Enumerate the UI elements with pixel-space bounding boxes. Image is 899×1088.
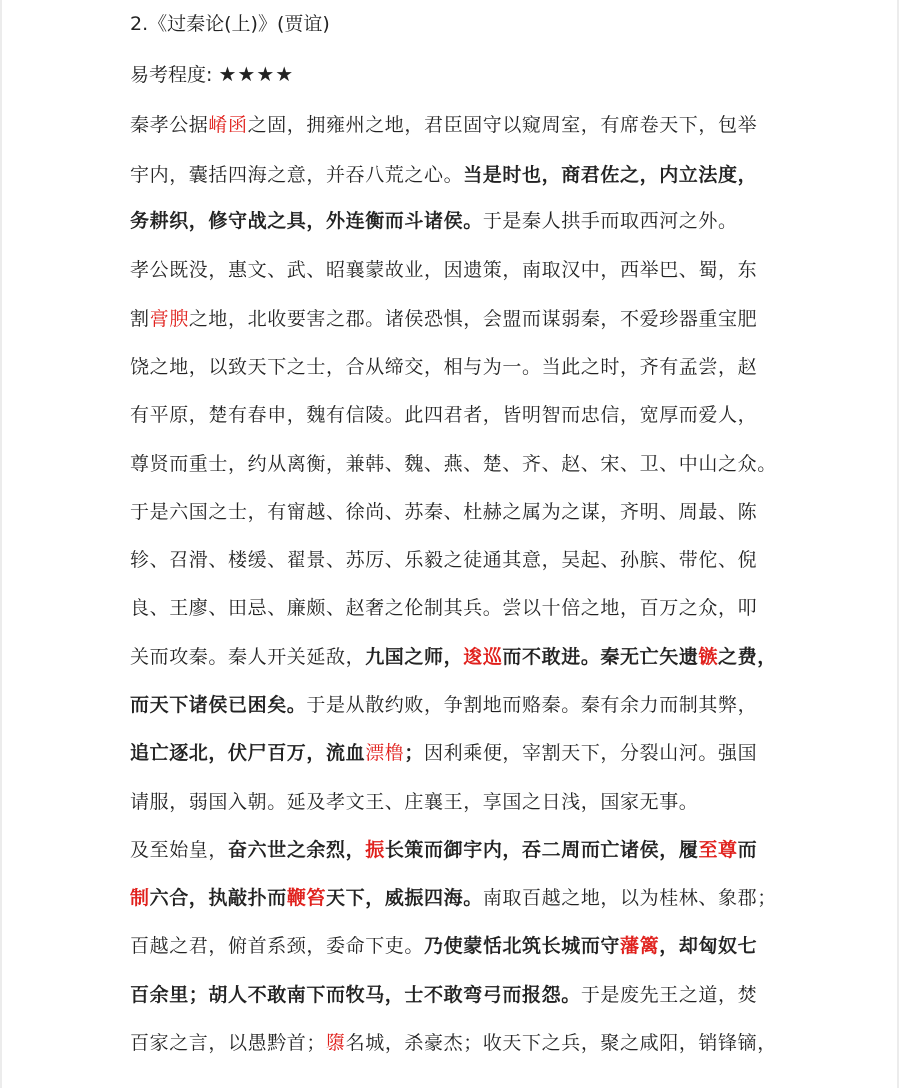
emphasized-text: 务耕织，修守战之具，外连衡而斗诸侯。 — [130, 210, 483, 232]
text-line — [130, 160, 757, 190]
difficulty-rating — [130, 58, 294, 91]
highlighted-term: 至尊 — [698, 839, 738, 861]
emphasized-text: 长策而御宇内，吞二周而亡诸侯，履 — [384, 839, 699, 861]
highlighted-term: 逡巡 — [463, 646, 503, 668]
star-rating-icon: ★★★★ — [218, 62, 295, 86]
highlighted-term: 膏腴 — [149, 308, 189, 330]
text-line — [130, 593, 757, 623]
text-line — [130, 690, 757, 720]
text-line — [130, 835, 757, 865]
emphasized-text: 之费， — [718, 646, 777, 668]
highlighted-term: 鞭笞 — [286, 887, 327, 909]
highlighted-term: 制 — [130, 887, 150, 909]
highlighted-term: 振 — [365, 839, 385, 861]
emphasized-text: 当是时也，商君佐之，内立法度， — [463, 164, 758, 186]
emphasized-text: 乃使蒙恬北筑长城而守 — [424, 935, 621, 957]
text-segment: 之固，拥雍州之地，君臣固守以窥周室，有席卷天下，包举 — [247, 114, 758, 136]
emphasized-text: 而不敢进。秦无亡矢遗 — [502, 646, 699, 668]
text-line — [130, 110, 757, 140]
text-line — [130, 1028, 777, 1058]
emphasized-text: ； — [404, 742, 425, 764]
text-line — [130, 206, 738, 236]
emphasized-text: 而天下诸侯已困矣。 — [130, 694, 307, 716]
text-segment: 百越之君，俯首系颈，委命下吏。 — [130, 935, 425, 957]
text-segment: 良、王廖、田忌、廉颇、赵奢之伦制其兵。尝以十倍之地，百万之众，叩 — [130, 597, 758, 619]
text-segment: 轸、召滑、楼缓、翟景、苏厉、乐毅之徒通其意，吴起、孙膑、带佗、倪 — [130, 549, 758, 571]
highlighted-term: 隳 — [326, 1032, 346, 1054]
text-segment: 之地，北收要害之郡。诸侯恐惧，会盟而谋弱秦，不爱珍器重宝肥 — [188, 308, 758, 330]
text-segment: 关而攻秦。秦人开关延敌， — [130, 646, 366, 668]
text-line — [130, 931, 757, 961]
text-line — [130, 255, 757, 285]
text-line — [130, 883, 777, 913]
text-line — [130, 400, 757, 430]
highlighted-term: 藩篱 — [620, 935, 660, 957]
text-segment: 饶之地，以致天下之士，合从缔交，相与为一。当此之时，齐有孟尝，赵 — [130, 356, 758, 378]
section-title: 2.《过秦论(上)》(贾谊) — [130, 13, 330, 35]
text-segment: 于是废先王之道，焚 — [580, 984, 758, 1006]
emphasized-text: ，却匈奴七 — [659, 935, 758, 957]
text-segment: 请服，弱国入朝。延及孝文王、庄襄王，享国之日浅，国家无事。 — [130, 791, 699, 813]
text-line — [130, 449, 777, 479]
emphasized-text: 九国之师， — [365, 646, 464, 668]
text-segment: 于是秦人拱手而取西河之外。 — [482, 210, 738, 232]
text-segment: 于是六国之士，有甯越、徐尚、苏秦、杜赫之属为之谋，齐明、周最、陈 — [130, 501, 758, 523]
emphasized-text: 天下，威振四海。 — [326, 887, 483, 909]
text-segment: 有平原，楚有春申，魏有信陵。此四君者，皆明智而忠信，宽厚而爱人， — [130, 404, 758, 426]
text-segment: 因利乘便，宰割天下，分裂山河。强国 — [424, 742, 758, 764]
text-line — [130, 497, 757, 527]
text-segment: 宇内，囊括四海之意，并吞八荒之心。 — [130, 164, 464, 186]
text-segment: 百家之言，以愚黔首； — [130, 1032, 327, 1054]
text-segment: 及至始皇， — [130, 839, 229, 861]
emphasized-text: 奋六世之余烈， — [228, 839, 366, 861]
text-line — [130, 980, 757, 1010]
text-segment: 孝公既没，惠文、武、昭襄蒙故业，因遗策，南取汉中，西举巴、蜀，东 — [130, 259, 758, 281]
emphasized-text: 追亡逐北，伏尸百万，流血 — [130, 742, 366, 764]
text-segment: 尊贤而重士，约从离衡，兼韩、魏、燕、楚、齐、赵、宋、卫、中山之众。 — [130, 453, 777, 475]
text-segment: 秦孝公据 — [130, 114, 209, 136]
text-line — [130, 352, 757, 382]
emphasized-text: 六合，执敲扑而 — [149, 887, 287, 909]
text-line — [130, 304, 757, 334]
difficulty-label: 易考程度: — [130, 64, 213, 86]
text-line — [130, 545, 757, 575]
highlighted-term: 崤函 — [208, 114, 248, 136]
page-edge-left — [0, 0, 2, 1088]
text-segment: 割 — [130, 308, 150, 330]
text-segment: 于是从散约败，争割地而赂秦。秦有余力而制其弊， — [306, 694, 758, 716]
text-line — [130, 787, 698, 817]
emphasized-text: 百余里；胡人不敢南下而牧马，士不敢弯弓而报怨。 — [130, 984, 581, 1006]
text-segment: 名城，杀豪杰；收天下之兵，聚之咸阳，销锋镝， — [345, 1032, 777, 1054]
highlighted-term: 镞 — [698, 646, 719, 668]
emphasized-text: 而 — [737, 839, 758, 861]
text-segment: 南取百越之地，以为桂林、象郡； — [482, 887, 777, 909]
highlighted-term: 漂橹 — [365, 742, 405, 764]
text-line — [130, 642, 777, 672]
text-line — [130, 738, 757, 768]
